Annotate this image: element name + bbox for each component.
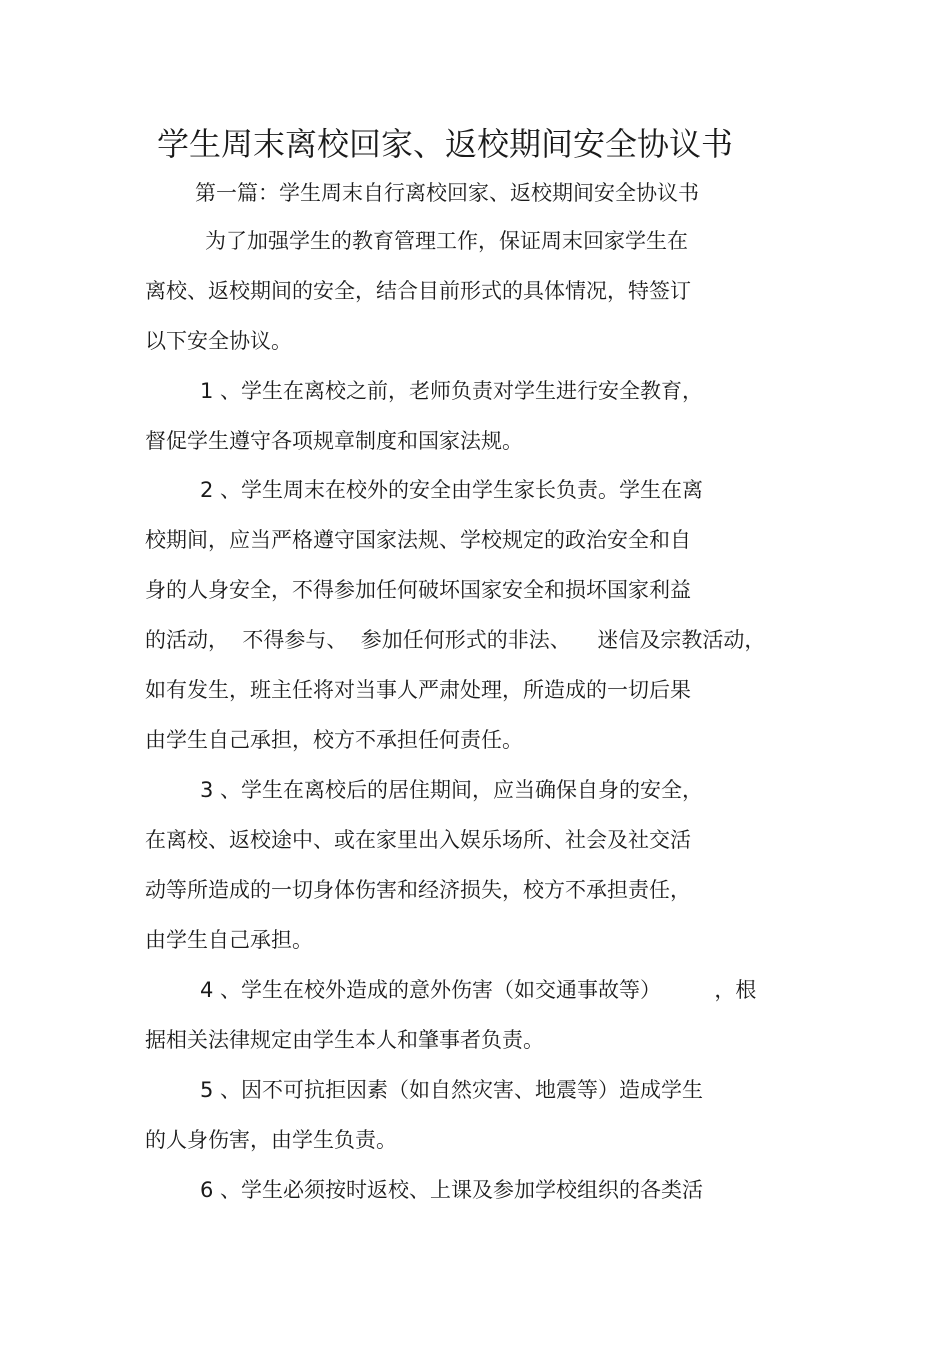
document-subtitle: 第一篇：学生周末自行离校回家、返校期间安全协议书 [195,181,699,205]
body-line-7: 校期间，应当严格遵守国家法规、学校规定的政治安全和自 [145,528,691,552]
body-line-3: 以下安全协议。 [145,329,292,353]
body-line-5: 督促学生遵守各项规章制度和国家法规。 [145,429,523,453]
body-line-2: 离校、返校期间的安全，结合目前形式的具体情况，特签订 [145,279,691,303]
body-line-9: 的活动， 不得参与、 参加任何形式的非法、 迷信及宗教活动， [145,628,766,652]
body-line-8: 身的人身安全，不得参加任何破坏国家安全和损坏国家利益 [145,578,691,602]
body-line-12: 3 、学生在离校后的居住期间，应当确保自身的安全， [200,778,704,802]
body-line-11: 由学生自己承担，校方不承担任何责任。 [145,728,523,752]
body-line-16: 4 、学生在校外造成的意外伤害（如交通事故等） ，根 [200,978,757,1002]
document-title: 学生周末离校回家、返校期间安全协议书 [156,125,733,163]
body-line-6: 2 、学生周末在校外的安全由学生家长负责。学生在离 [200,478,704,502]
body-line-20: 6 、学生必须按时返校、上课及参加学校组织的各类活 [200,1178,704,1202]
body-line-19: 的人身伤害，由学生负责。 [145,1128,397,1152]
body-line-4: 1 、学生在离校之前，老师负责对学生进行安全教育， [200,379,704,403]
body-line-17: 据相关法律规定由学生本人和肇事者负责。 [145,1028,544,1052]
body-line-1: 为了加强学生的教育管理工作，保证周末回家学生在 [205,229,688,253]
body-line-10: 如有发生，班主任将对当事人严肃处理，所造成的一切后果 [145,678,691,702]
body-line-18: 5 、因不可抗拒因素（如自然灾害、地震等）造成学生 [200,1078,704,1102]
body-line-13: 在离校、返校途中、或在家里出入娱乐场所、社会及社交活 [145,828,691,852]
body-line-15: 由学生自己承担。 [145,928,313,952]
body-line-14: 动等所造成的一切身体伤害和经济损失，校方不承担责任， [145,878,691,902]
